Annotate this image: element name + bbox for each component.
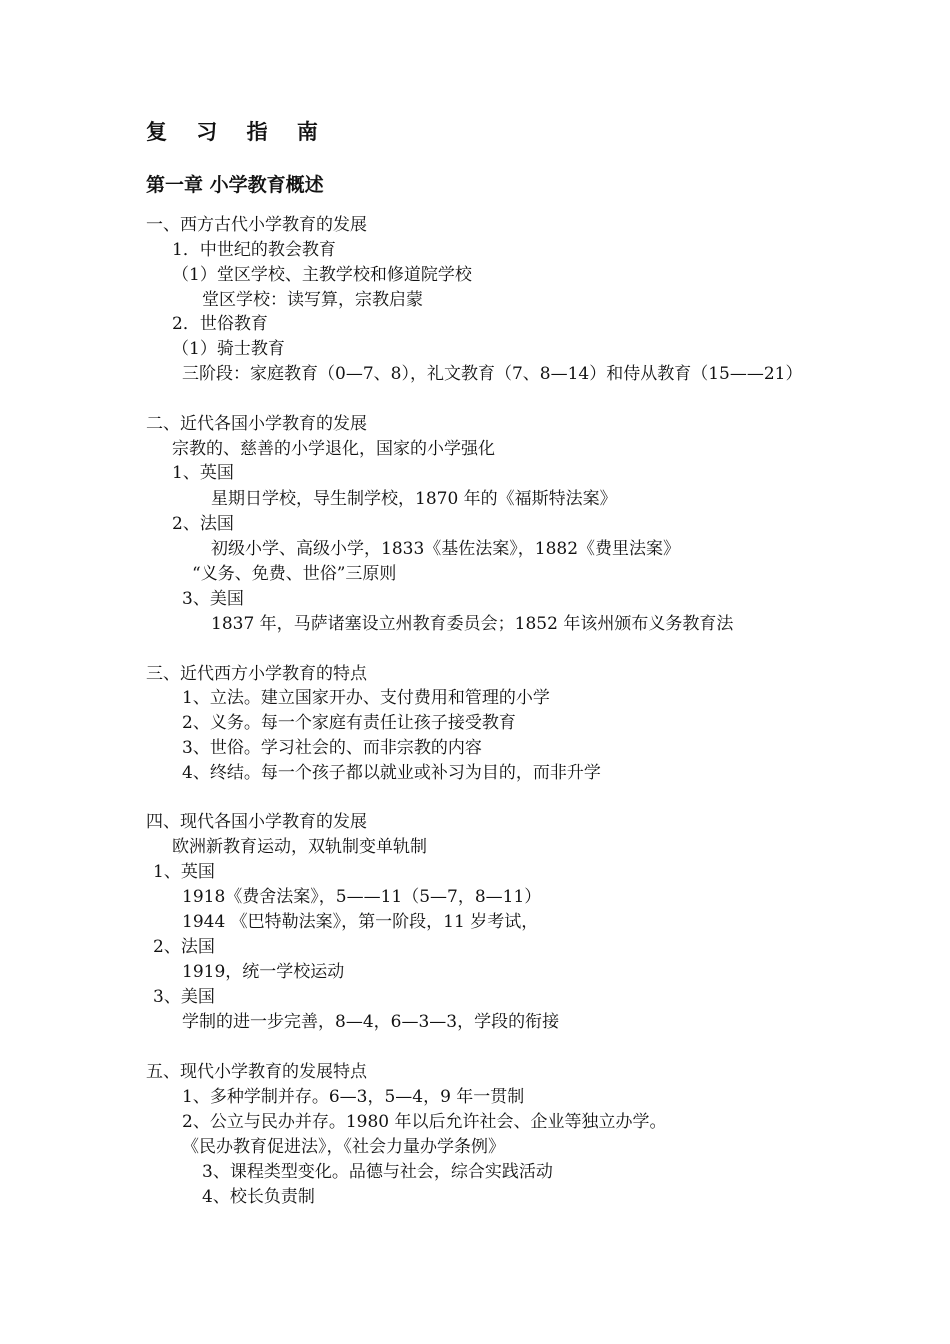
section-1-line-1: 1．中世纪的教会教育 bbox=[172, 240, 336, 260]
section-3-line-3: 3、世俗。学习社会的、而非宗教的内容 bbox=[182, 738, 482, 758]
section-2-heading: 二、近代各国小学教育的发展 bbox=[146, 414, 367, 434]
section-2-line-8: 1837 年，马萨诸塞设立州教育委员会；1852 年该州颁布义务教育法 bbox=[211, 614, 734, 634]
section-4-line-3: 1918《费舍法案》，5——11（5—7，8—11） bbox=[182, 887, 542, 907]
section-4-heading: 四、现代各国小学教育的发展 bbox=[146, 812, 367, 832]
section-2-line-5: 初级小学、高级小学，1833《基佐法案》，1882《费里法案》 bbox=[211, 539, 681, 559]
chapter-heading: 第一章 小学教育概述 bbox=[146, 174, 324, 196]
section-1-line-6: 三阶段：家庭教育（0—7、8），礼文教育（7、8—14）和侍从教育（15——21） bbox=[182, 364, 803, 384]
section-4-line-7: 3、美国 bbox=[153, 987, 215, 1007]
section-2-line-2: 1、英国 bbox=[172, 463, 234, 483]
section-5-heading: 五、现代小学教育的发展特点 bbox=[146, 1062, 367, 1082]
section-5-line-5: 4、校长负责制 bbox=[202, 1187, 315, 1207]
section-4-line-4: 1944 《巴特勒法案》，第一阶段，11 岁考试， bbox=[182, 912, 539, 932]
section-1-line-5: （1）骑士教育 bbox=[172, 339, 285, 359]
section-2-line-1: 宗教的、慈善的小学退化，国家的小学强化 bbox=[172, 439, 495, 459]
section-3-line-2: 2、义务。每一个家庭有责任让孩子接受教育 bbox=[182, 713, 516, 733]
section-4-line-2: 1、英国 bbox=[153, 862, 215, 882]
section-2-line-6: “义务、免费、世俗”三原则 bbox=[192, 564, 397, 584]
section-1-heading: 一、西方古代小学教育的发展 bbox=[146, 215, 367, 235]
section-4-line-1: 欧洲新教育运动，双轨制变单轨制 bbox=[172, 837, 427, 857]
section-3-line-4: 4、终结。每一个孩子都以就业或补习为目的，而非升学 bbox=[182, 763, 601, 783]
section-5-line-3: 《民办教育促进法》，《社会力量办学条例》 bbox=[182, 1137, 505, 1157]
section-2-line-4: 2、法国 bbox=[172, 514, 234, 534]
section-1-line-4: 2．世俗教育 bbox=[172, 314, 268, 334]
section-4-line-8: 学制的进一步完善，8—4，6—3—3，学段的衔接 bbox=[182, 1012, 560, 1032]
section-2-line-7: 3、美国 bbox=[182, 589, 244, 609]
section-3-heading: 三、近代西方小学教育的特点 bbox=[146, 664, 367, 684]
section-4-line-5: 2、法国 bbox=[153, 937, 215, 957]
section-4-line-6: 1919，统一学校运动 bbox=[182, 962, 345, 982]
section-1-line-2: （1）堂区学校、主教学校和修道院学校 bbox=[172, 265, 472, 285]
section-5-line-2: 2、公立与民办并存。1980 年以后允许社会、企业等独立办学。 bbox=[182, 1112, 667, 1132]
section-5-line-1: 1、多种学制并存。6—3，5—4，9 年一贯制 bbox=[182, 1087, 525, 1107]
section-3-line-1: 1、立法。建立国家开办、支付费用和管理的小学 bbox=[182, 688, 550, 708]
section-5-line-4: 3、课程类型变化。品德与社会，综合实践活动 bbox=[202, 1162, 553, 1182]
section-1-line-3: 堂区学校：读写算，宗教启蒙 bbox=[202, 290, 423, 310]
document-title: 复 习 指 南 bbox=[146, 120, 329, 144]
section-2-line-3: 星期日学校，导生制学校，1870 年的《福斯特法案》 bbox=[211, 489, 617, 509]
